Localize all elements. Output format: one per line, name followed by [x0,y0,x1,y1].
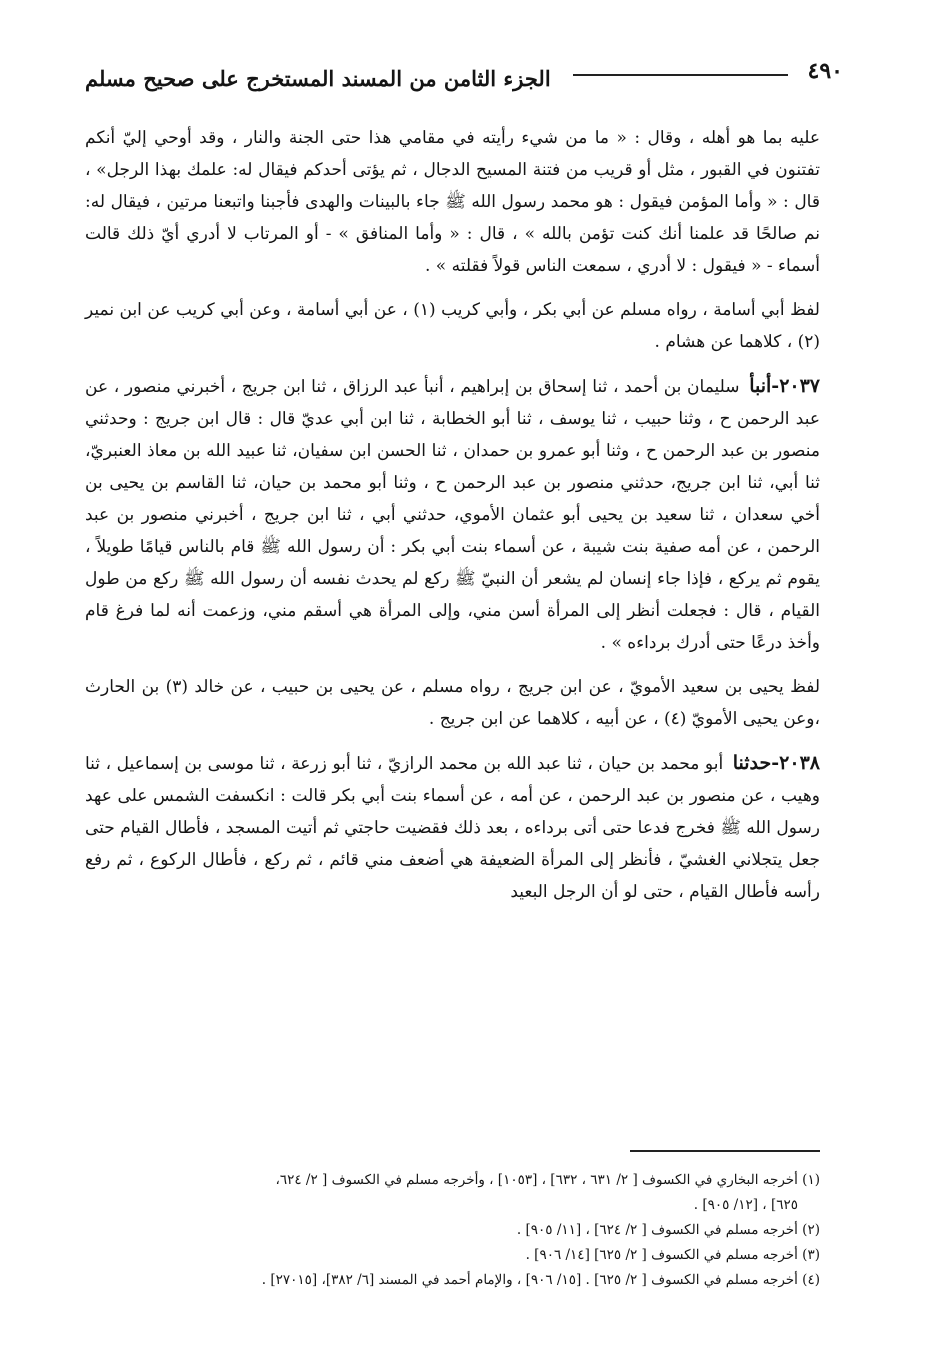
paragraph-2: لفظ أبي أسامة ، رواه مسلم عن أبي بكر ، وأبي كريب (١) ، عن أبي أسامة ، وعن أبي كريب عن ابن نمير (٢) ، كلاهما عن هشام . [85,300,820,352]
hadith-number: ٢٠٣٨- [771,752,820,774]
footnotes [85,1168,820,1293]
hadith-number: ٢٠٣٧- [771,375,821,397]
footnote-4: (٤) أخرجه مسلم في الكسوف [ ٢/ ٦٢٥] . [١٥/ ٩٠٦] ، والإمام أحمد في المسند [٦/ ٣٨٢]، [٢٧٠١٥] . [261,1272,820,1288]
footnote-rule [630,1150,820,1152]
paragraph-1: عليه بما هو أهله ، وقال : « ما من شيء رأيته في مقامي هذا حتى الجنة والنار ، وقد أوحي إليّ أنكم تفتنون في القبور ، مثل أو قريب من فتنة المسيح الدجال ، ثم يؤتى أحدكم فيقال له: علمك بهذا الرجل» ، قال : « وأما المؤمن فيقول : هو محمد رسول الله ﷺ جاء بالبينات والهدى فأجبنا واتبعنا مرتين ، فيقال له: نم صالحًا قد علمنا أنك كنت تؤمن بالله » ، قال : « وأما المنافق » - أو المرتاب لا أدري أيّ ذلك قالت أسماء - « فيقول : لا أدري ، سمعت الناس قولاً فقلته » . [85,128,820,276]
page-header [85,52,843,100]
footnote-1: (١) أخرجه البخاري في الكسوف [ ٢/ ٦٣١ ، ٦٣٢] ، [١٠٥٣] ، وأخرجه مسلم في الكسوف [ ٢/ ٦٢٤، [275,1172,820,1188]
header-rule [573,74,788,76]
transmission-formula: حدثنا [732,752,772,774]
hadith-2038 [85,747,820,908]
page-body [85,122,820,920]
footnote-2: (٢) أخرجه مسلم في الكسوف [ ٢/ ٦٢٤] ، [١١/ ٩٠٥] . [516,1222,820,1238]
hadith-text: أبو محمد بن حيان ، ثنا عبد الله بن محمد الرازيّ ، ثنا أبو زرعة ، ثنا موسى بن إسماعيل ، ثنا وهيب ، عن منصور بن عبد الرحمن ، عن أمه ، عن أسماء بنت أبي بكر قالت : انكسفت الشمس على عهد رسول الله ﷺ فخرج فدعا حتى أتى برداءه ، بعد ذلك فقضيت حاجتي ثم أتيت المسجد ، فأطال القيام حتى جعل يتجلاني الغشيّ ، فأنظر إلى المرأة الضعيفة هي أضعف مني قائم ، ثم ركع ، فأطال الركوع ، ثم رفع رأسه فأطال القيام ، حتى لو أن الرجل البعيد [85,754,820,902]
transmission-formula: أنبأ [749,375,772,397]
hadith-text: سليمان بن أحمد ، ثنا إسحاق بن إبراهيم ، أنبأ عبد الرزاق ، ثنا ابن جريج ، أخبرني منصور ، عن عبد الرحمن ح ، وثنا حبيب ، ثنا يوسف ، ثنا أبو الخطابة ، ثنا ابن أبي عديّ قال : قال ابن جريج : وحدثني منصور بن عبد الرحمن ح ، وثنا أبو عمرو بن حمدان ، ثنا الحسن ابن سفيان، ثنا عبيد الله بن معاذ العنبريّ، ثنا أبي، ثنا ابن جريج، حدثني منصور بن عبد الرحمن ح ، وثنا أبو محمد بن حيان، ثنا القاسم بن يحيى بن أخي سعدان ، ثنا سعيد بن يحيى أبو عثمان الأموي، حدثني أبي ، ثنا ابن جريج ، أخبرني منصور بن عبد الرحمن ، عن أمه صفية بنت شيبة ، عن أسماء بنت أبي بكر : أن رسول الله ﷺ قام بالناس قيامًا طويلاً ، يقوم ثم يركع ، فإذا جاء إنسان لم يشعر أن النبيّ ﷺ ركع لم يحدث نفسه أن رسول الله ﷺ ركع من طول القيام ، قال : فجعلت أنظر إلى المرأة أسن مني، وإلى المرأة هي أسقم مني، وزعمت أنه لما فرغ قام وأخذ درعًا حتى أدرك برداءه » . [85,377,820,653]
page-number: ٤٩٠ [807,58,843,84]
footnote-3: (٣) أخرجه مسلم في الكسوف [ ٢/ ٦٢٥] [١٤/ ٩٠٦] . [525,1247,820,1263]
running-title: الجزء الثامن من المسند المستخرج على صحيح مسلم [85,66,551,91]
paragraph-4: لفظ يحيى بن سعيد الأمويّ ، عن ابن جريج ، رواه مسلم ، عن يحيى بن حبيب ، عن خالد (٣) بن الحارث ،وعن يحيى الأمويّ (٤) ، عن أبيه ، كلاهما عن ابن جريج . [85,677,820,729]
hadith-2037 [85,370,820,659]
footnote-1-continued: ٦٢٥] ، [١٢/ ٩٠٥] . [693,1197,798,1213]
